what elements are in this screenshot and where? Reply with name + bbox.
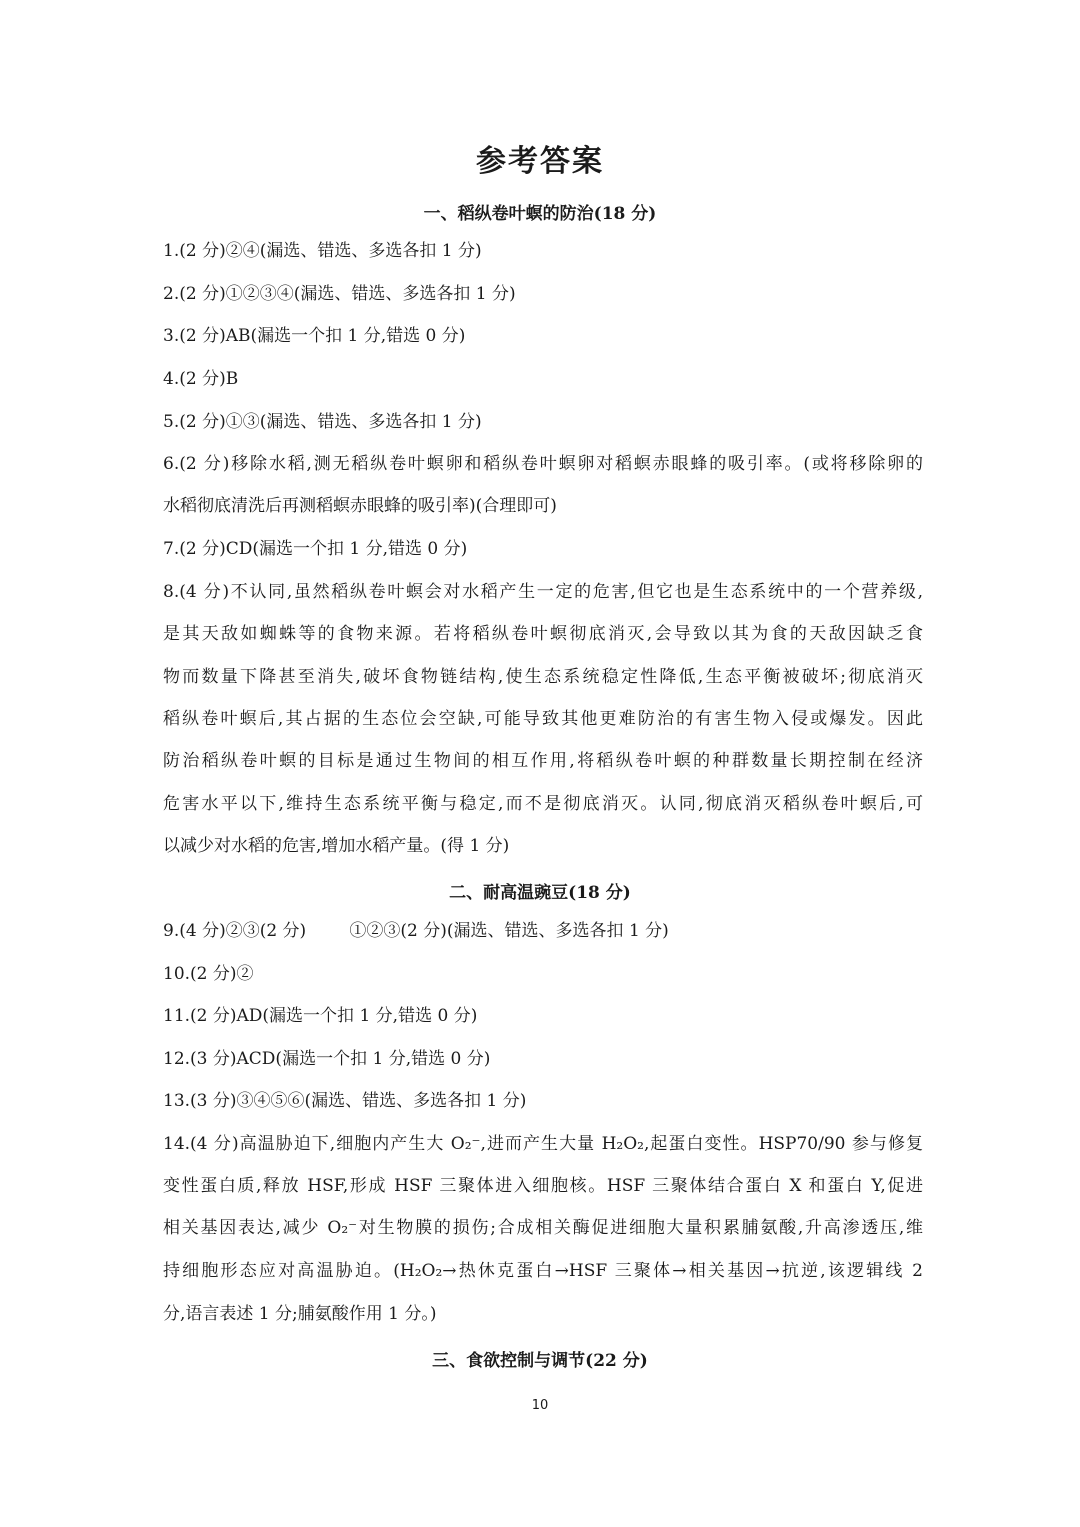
section-heading-2: 二、耐高温豌豆(18 分) xyxy=(449,883,631,903)
answer-line: 2.(2 分)①②③④(漏选、错选、多选各扣 1 分) xyxy=(163,284,516,304)
page-title: 参考答案 xyxy=(476,144,604,179)
answer-line: 7.(2 分)CD(漏选一个扣 1 分,错选 0 分) xyxy=(163,539,468,559)
section-heading-3: 三、食欲控制与调节(22 分) xyxy=(432,1351,648,1371)
answer-line: 以减少对水稻的危害,增加水稻产量。(得 1 分) xyxy=(163,836,510,856)
answer-line: 水稻彻底清洗后再测稻螟赤眼蜂的吸引率)(合理即可) xyxy=(163,496,557,516)
answer-line: 3.(2 分)AB(漏选一个扣 1 分,错选 0 分) xyxy=(163,326,466,346)
answer-line: 分,语言表述 1 分;脯氨酸作用 1 分。) xyxy=(163,1304,437,1324)
answer-line: 稻纵卷叶螟后,其占据的生态位会空缺,可能导致其他更难防治的有害生物入侵或爆发。因此 xyxy=(163,709,923,729)
answer-line: 是其天敌如蜘蛛等的食物来源。若将稻纵卷叶螟彻底消灭,会导致以其为食的天敌因缺乏食 xyxy=(163,624,923,644)
answer-line: 4.(2 分)B xyxy=(163,369,239,389)
answer-line: 变性蛋白质,释放 HSF,形成 HSF 三聚体进入细胞核。HSF 三聚体结合蛋白 X 和蛋白 Y,促进 xyxy=(163,1176,923,1196)
answer-line: 13.(3 分)③④⑤⑥(漏选、错选、多选各扣 1 分) xyxy=(163,1091,527,1111)
answer-line: 14.(4 分)高温胁迫下,细胞内产生大 O₂⁻,进而产生大量 H₂O₂,起蛋白变性。HSP70/90 参与修复 xyxy=(163,1134,923,1154)
page-number: 10 xyxy=(531,1398,549,1413)
section-heading-1: 一、稻纵卷叶螟的防治(18 分) xyxy=(423,204,657,224)
answer-line: 危害水平以下,维持生态系统平衡与稳定,而不是彻底消灭。认同,彻底消灭稻纵卷叶螟后,可 xyxy=(163,794,923,814)
answer-line: 9.(4 分)②③(2 分) ①②③(2 分)(漏选、错选、多选各扣 1 分) xyxy=(163,921,669,941)
answer-line: 8.(4 分)不认同,虽然稻纵卷叶螟会对水稻产生一定的危害,但它也是生态系统中的一个营养级, xyxy=(163,582,923,602)
answer-line: 10.(2 分)② xyxy=(163,964,254,984)
answer-line: 1.(2 分)②④(漏选、错选、多选各扣 1 分) xyxy=(163,241,482,261)
answer-line: 12.(3 分)ACD(漏选一个扣 1 分,错选 0 分) xyxy=(163,1049,491,1069)
answer-line: 物而数量下降甚至消失,破坏食物链结构,使生态系统稳定性降低,生态平衡被破坏;彻底消灭 xyxy=(163,667,923,687)
answer-line: 5.(2 分)①③(漏选、错选、多选各扣 1 分) xyxy=(163,412,482,432)
answer-line: 相关基因表达,减少 O₂⁻对生物膜的损伤;合成相关酶促进细胞大量积累脯氨酸,升高渗透压,维 xyxy=(163,1218,923,1238)
answer-line: 持细胞形态应对高温胁迫。(H₂O₂→热休克蛋白→HSF 三聚体→相关基因→抗逆,该逻辑线 2 xyxy=(163,1261,923,1281)
answer-line: 11.(2 分)AD(漏选一个扣 1 分,错选 0 分) xyxy=(163,1006,478,1026)
answer-line: 防治稻纵卷叶螟的目标是通过生物间的相互作用,将稻纵卷叶螟的种群数量长期控制在经济 xyxy=(163,751,923,771)
answer-line: 6.(2 分)移除水稻,测无稻纵卷叶螟卵和稻纵卷叶螟卵对稻螟赤眼蜂的吸引率。(或将移除卵的 xyxy=(163,454,923,474)
